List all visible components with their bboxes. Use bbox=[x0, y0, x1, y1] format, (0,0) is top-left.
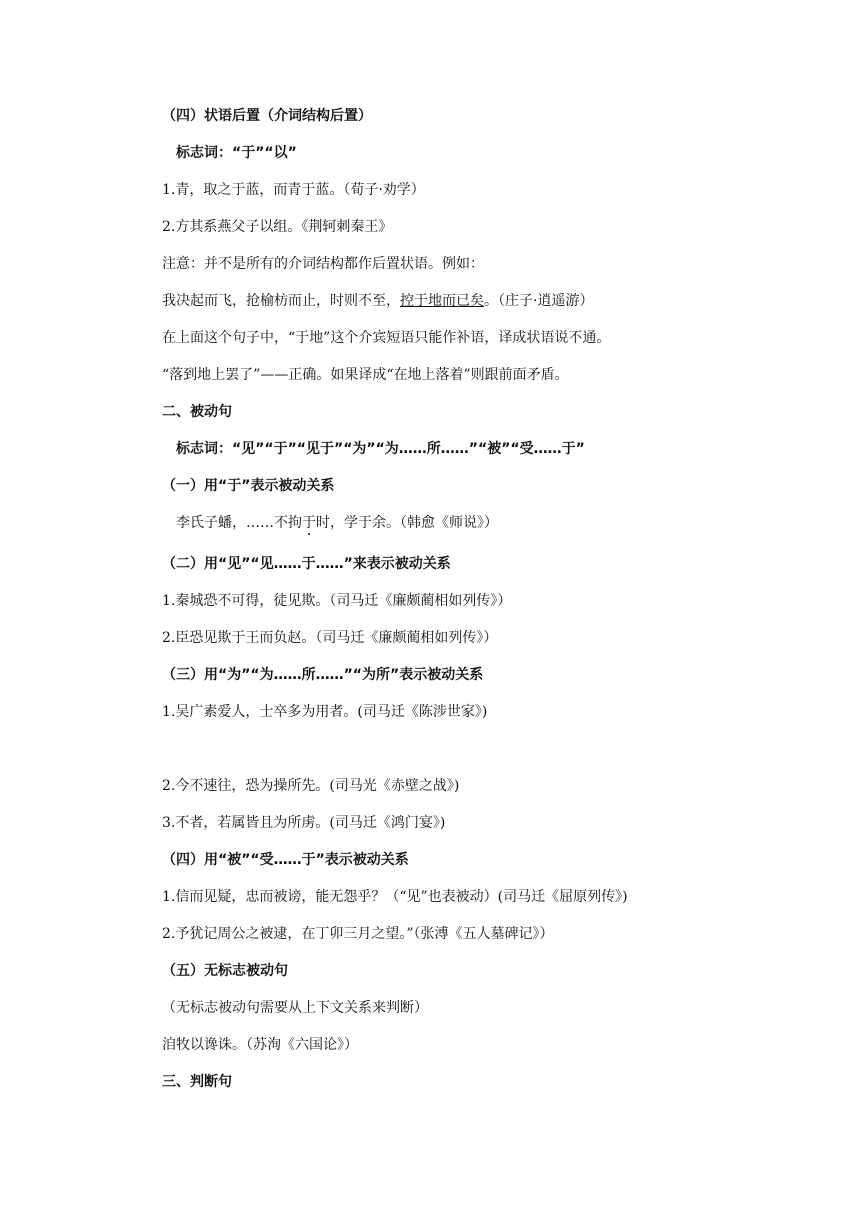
emphasis-char: 于 bbox=[302, 515, 316, 531]
note-line: 注意：并不是所有的介词结构都作后置状语。例如： bbox=[162, 256, 484, 272]
example-line: 1.青，取之于蓝，而青于蓝。（荀子·劝学） bbox=[162, 182, 425, 198]
example-line: 洎牧以谗诛。（苏洵《六国论》） bbox=[162, 1037, 358, 1053]
text-segment: 。（庄子·逍遥游） bbox=[484, 293, 594, 309]
example-line: 1.吴广素爱人，士卒多为用者。(司马迁《陈涉世家》) bbox=[162, 704, 488, 720]
marker-words-line: 标志词：“于”“以” bbox=[176, 145, 297, 161]
example-line: 1.信而见疑，忠而被谤，能无怨乎？（“见”也表被动）(司马迁《屈原列传》) bbox=[162, 889, 628, 905]
text-segment: 李氏子蟠，……不拘 bbox=[176, 515, 302, 531]
underlined-phrase: 控于地而已矣 bbox=[400, 293, 484, 309]
section-heading-adverbial-postposition: （四）状语后置（介词结构后置） bbox=[162, 108, 372, 124]
section-heading-passive: 二、被动句 bbox=[162, 404, 232, 420]
example-line: 1.秦城恐不可得，徒见欺。（司马迁《廉颇蔺相如列传》） bbox=[162, 593, 512, 609]
subsection-heading: （一）用“于”表示被动关系 bbox=[162, 478, 335, 494]
subsection-heading: （四）用“被”“受……于”表示被动关系 bbox=[162, 852, 409, 868]
example-line: 2.今不速往，恐为操所先。(司马光《赤壁之战》) bbox=[162, 778, 460, 794]
example-line: 2.予犹记周公之被逮，在丁卯三月之望。”（张溥《五人墓碑记》） bbox=[162, 926, 554, 942]
example-line: 2.方其系燕父子以组。《荆轲刺秦王》 bbox=[162, 219, 393, 235]
explanation-line: “落到地上罢了”——正确。如果译成“在地上落着”则跟前面矛盾。 bbox=[162, 367, 569, 383]
note-line: （无标志被动句需要从上下文关系来判断） bbox=[162, 1000, 428, 1016]
example-line: 2.臣恐见欺于王而负赵。（司马迁《廉颇蔺相如列传》） bbox=[162, 630, 498, 646]
explanation-line: 在上面这个句子中，“于地”这个介宾短语只能作补语，译成状语说不通。 bbox=[162, 330, 611, 346]
section-heading-judgment: 三、判断句 bbox=[162, 1074, 232, 1090]
text-segment: 我决起而飞，抢榆枋而止，时则不至， bbox=[162, 293, 400, 309]
text-segment: 时，学于余。（韩愈《师说》） bbox=[316, 515, 498, 531]
subsection-heading: （五）无标志被动句 bbox=[162, 963, 288, 979]
example-line bbox=[162, 291, 593, 311]
marker-words-line: 标志词：“见”“于”“见于”“为”“为……所……”“被”“受……于” bbox=[176, 441, 585, 457]
subsection-heading: （二）用“见”“见……于……”来表示被动关系 bbox=[162, 556, 451, 572]
subsection-heading: （三）用“为”“为……所……”“为所”表示被动关系 bbox=[162, 667, 484, 683]
example-line: 3.不者，若属皆且为所虏。(司马迁《鸿门宴》) bbox=[162, 815, 446, 831]
example-line bbox=[176, 513, 498, 533]
